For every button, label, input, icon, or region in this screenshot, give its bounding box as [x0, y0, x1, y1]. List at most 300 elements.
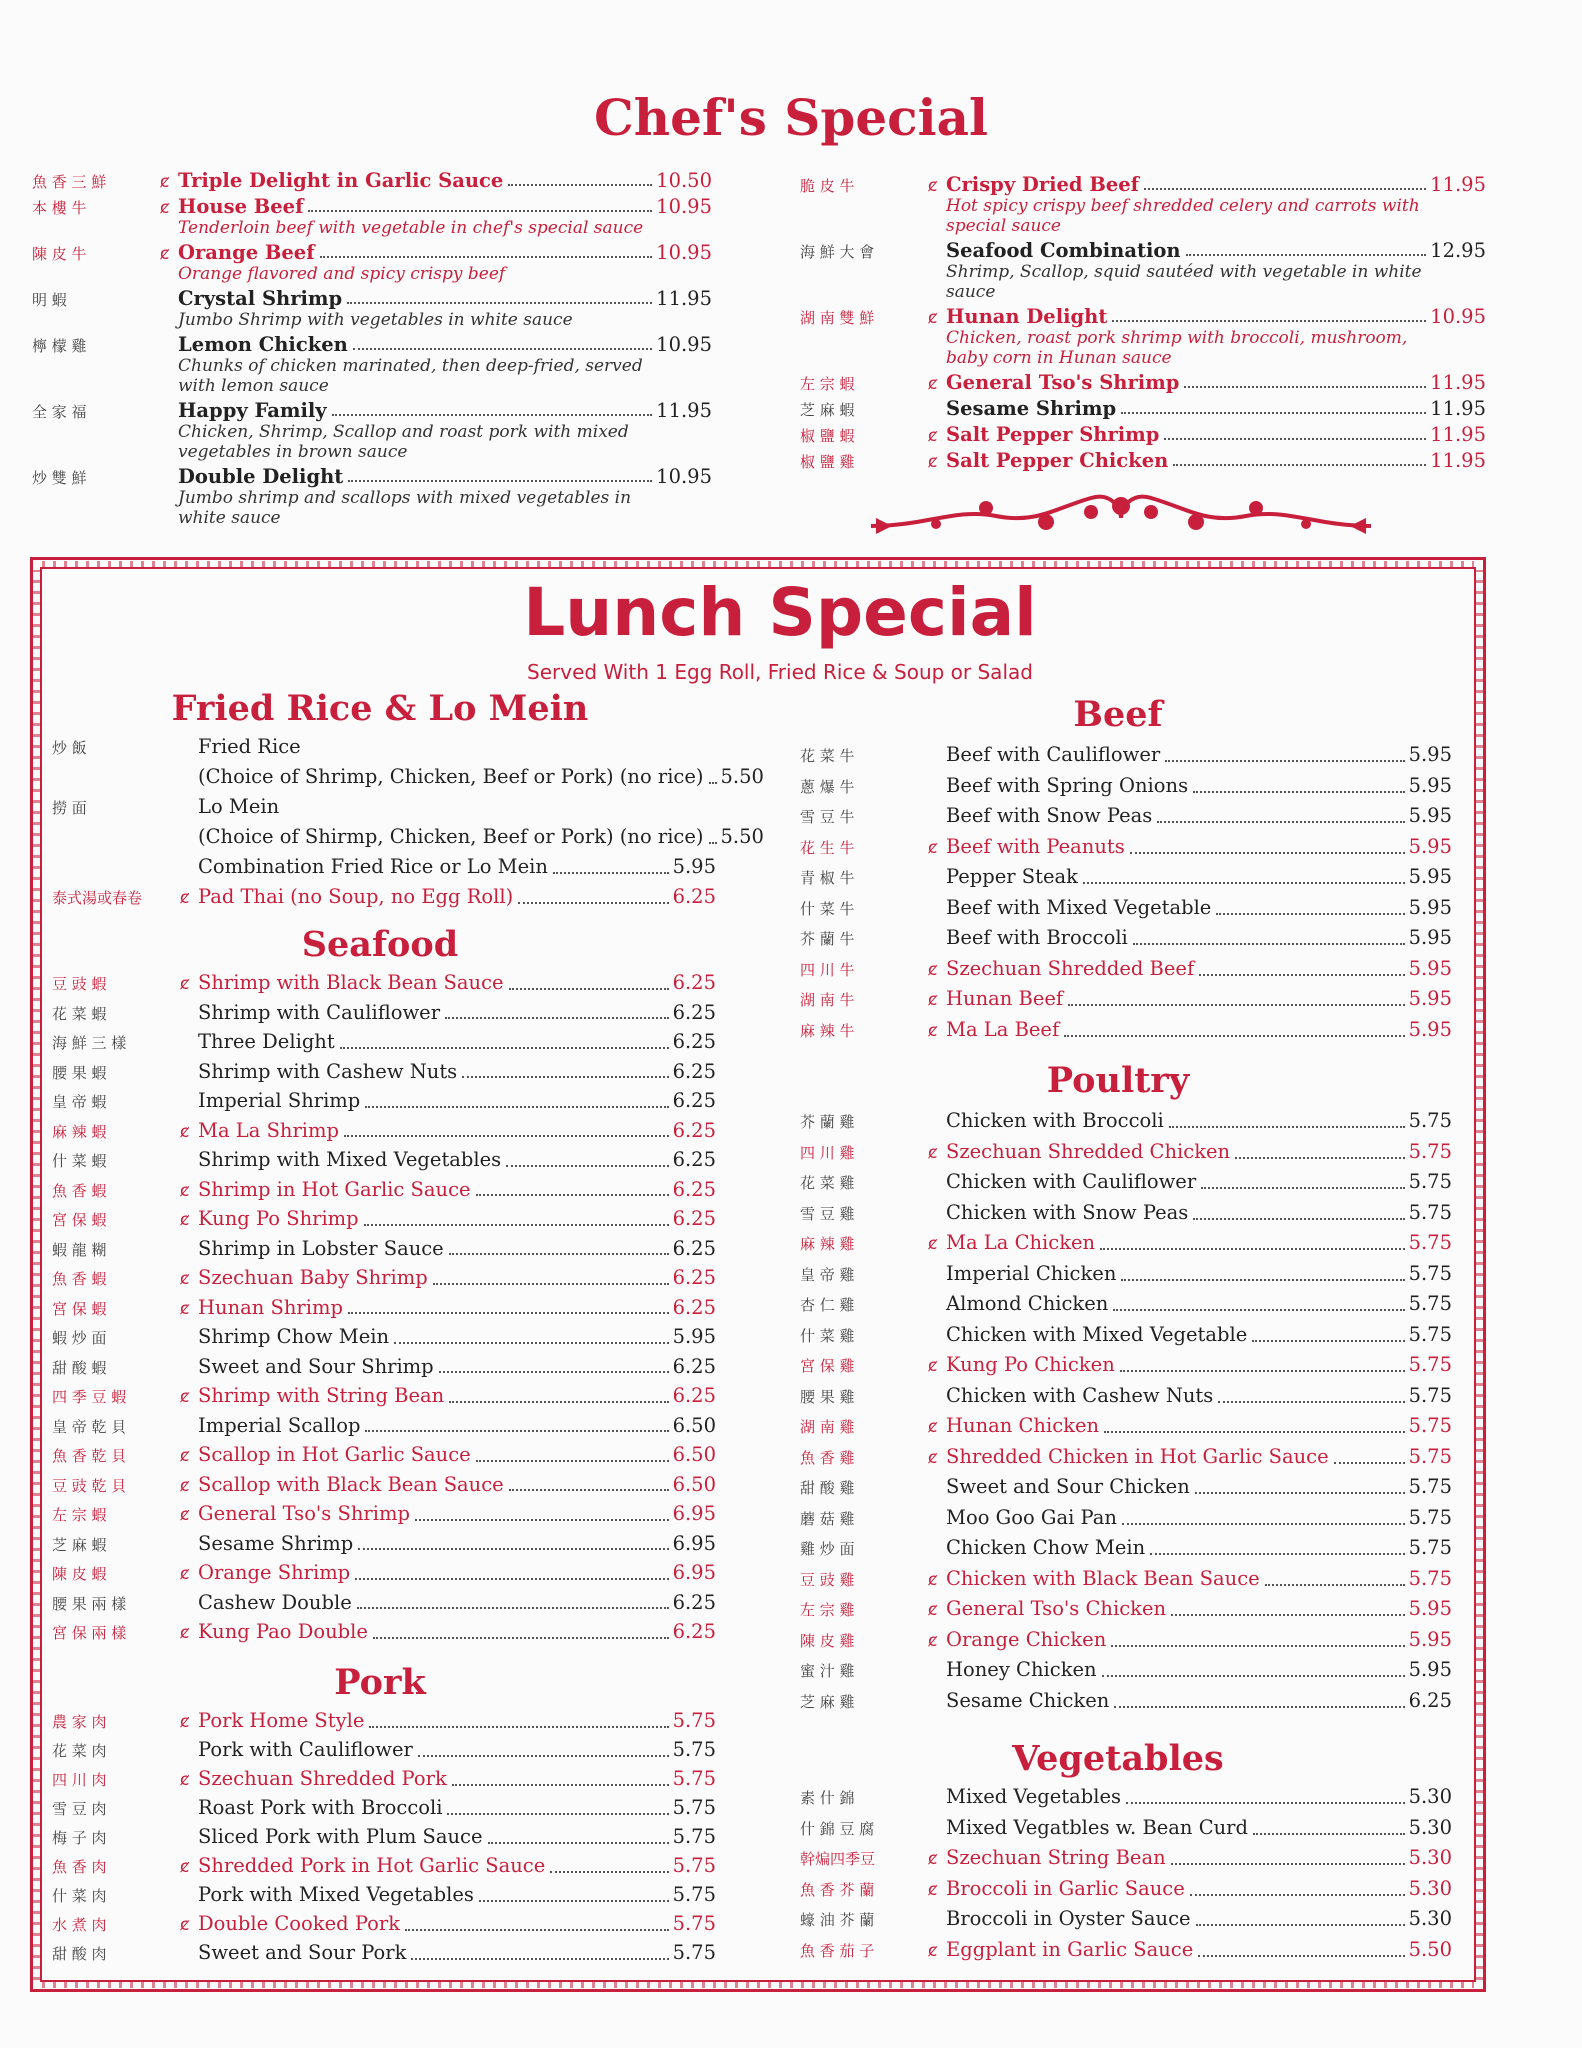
- menu-item[interactable]: [52, 1938, 716, 1967]
- menu-item[interactable]: [800, 1904, 1452, 1935]
- chinese-label: 蜜 汁 雞: [800, 1662, 855, 1680]
- menu-item[interactable]: [800, 740, 1452, 771]
- item-price: 5.75: [1408, 1505, 1452, 1529]
- item-price: 6.25: [672, 1384, 716, 1407]
- leader-dots: [347, 302, 652, 304]
- leader-dots: [1184, 386, 1426, 388]
- item-price: 6.25: [672, 1590, 716, 1614]
- menu-item[interactable]: [800, 1137, 1452, 1168]
- item-price: 5.95: [1408, 1627, 1452, 1651]
- menu-item[interactable]: [800, 1935, 1452, 1966]
- leader-dots: [320, 256, 653, 258]
- item-name: General Tso's Shrimp: [198, 1502, 410, 1525]
- leader-dots: [355, 1578, 668, 1580]
- item-description: Jumbo Shrimp with vegetables in white sauce: [178, 310, 573, 330]
- menu-item[interactable]: [800, 236, 1486, 262]
- chinese-label: 蘑 菇 雞: [800, 1509, 855, 1528]
- frame-fret-right: [1476, 570, 1484, 1980]
- beef-list: [800, 740, 1452, 1045]
- menu-item[interactable]: [800, 368, 1486, 394]
- chili-pepper-icon: ȼ: [928, 959, 938, 980]
- leader-dots: [445, 1017, 669, 1019]
- item-name: Mixed Vegetables: [946, 1785, 1122, 1808]
- chinese-label: 什 菜 肉: [52, 1887, 107, 1905]
- item-price: 5.75: [1408, 1139, 1452, 1163]
- lo-mein-choice: [52, 822, 764, 852]
- chinese-label: 本 樓 牛: [32, 199, 87, 217]
- chinese-label: 雪 豆 雞: [800, 1204, 855, 1223]
- menu-item[interactable]: [800, 1442, 1452, 1473]
- menu-item[interactable]: [800, 1320, 1452, 1351]
- item-name: Ma La Shrimp: [198, 1118, 340, 1142]
- chinese-label: 四 川 肉: [52, 1771, 107, 1789]
- chinese-label: 全 家 福: [32, 403, 87, 421]
- chinese-label: 陳 皮 雞: [800, 1631, 855, 1650]
- menu-item[interactable]: [800, 1625, 1452, 1656]
- menu-item[interactable]: [800, 170, 1486, 196]
- leader-dots: [1064, 1035, 1404, 1037]
- chili-pepper-icon: ȼ: [180, 1180, 190, 1201]
- vegetables-list: [800, 1782, 1452, 1965]
- item-price: 6.95: [672, 1561, 716, 1584]
- leader-dots: [1265, 1584, 1405, 1586]
- menu-item[interactable]: [800, 1289, 1452, 1320]
- leader-dots: [1121, 412, 1426, 414]
- leader-dots: [1216, 913, 1404, 915]
- item-price: 5.75: [672, 1912, 716, 1935]
- chinese-label: 魚 香 蝦: [52, 1270, 107, 1288]
- chinese-label: 炒 飯: [52, 739, 87, 757]
- item-price: 5.30: [1408, 1785, 1452, 1808]
- menu-item[interactable]: [32, 166, 712, 192]
- leader-dots: [488, 1842, 669, 1844]
- leader-dots: [411, 1958, 668, 1960]
- item-name: Salt Pepper Shrimp: [946, 423, 1160, 446]
- item-name: Crystal Shrimp: [178, 287, 343, 310]
- item-name: Sweet and Sour Shrimp: [198, 1354, 434, 1378]
- item-name: Roast Pork with Broccoli: [198, 1796, 443, 1819]
- beef-title: Beef: [1073, 694, 1163, 735]
- item-description: Orange flavored and spicy crispy beef: [178, 264, 506, 284]
- chinese-label: 炒 雙 鮮: [32, 469, 87, 487]
- leader-dots: [1193, 791, 1405, 793]
- menu-item[interactable]: [800, 446, 1486, 472]
- menu-item[interactable]: [52, 1558, 716, 1588]
- item-price: 5.75: [672, 1825, 716, 1848]
- item-name: Shrimp with Cauliflower: [198, 1000, 441, 1024]
- leader-dots: [394, 1342, 669, 1344]
- menu-item[interactable]: [800, 1015, 1452, 1046]
- menu-item[interactable]: [52, 1352, 716, 1382]
- menu-item[interactable]: [800, 801, 1452, 832]
- chinese-label: 檸 檬 雞: [32, 337, 87, 355]
- item-name: Sesame Chicken: [946, 1688, 1110, 1712]
- leader-dots: [1171, 1863, 1405, 1865]
- menu-item[interactable]: [52, 1735, 716, 1764]
- chinese-label: 魚 香 芥 蘭: [800, 1880, 875, 1899]
- chinese-label: 皇 帝 雞: [800, 1265, 855, 1284]
- menu-item[interactable]: [800, 954, 1452, 985]
- chili-pepper-icon: ȼ: [180, 1564, 190, 1584]
- item-price: 5.75: [1408, 1109, 1452, 1132]
- menu-item[interactable]: [52, 1851, 716, 1880]
- leader-dots: [1120, 1370, 1405, 1372]
- leader-dots: [1235, 1157, 1404, 1159]
- chili-pepper-icon: ȼ: [180, 1121, 190, 1142]
- menu-item[interactable]: [800, 1472, 1452, 1503]
- item-name: Sesame Shrimp: [198, 1531, 354, 1555]
- item-note: (Choice of Shirmp, Chicken, Beef or Pork) (no rice): [198, 825, 704, 848]
- menu-item[interactable]: [52, 998, 716, 1028]
- item-name: Kung Pao Double: [198, 1620, 368, 1643]
- item-price: 6.25: [1408, 1688, 1452, 1712]
- menu-item[interactable]: [52, 1293, 716, 1323]
- leader-dots: [357, 1607, 669, 1609]
- chili-pepper-icon: ȼ: [928, 1849, 938, 1869]
- menu-item[interactable]: [52, 1880, 716, 1909]
- item-name: Shrimp in Lobster Sauce: [198, 1236, 444, 1260]
- combination-item[interactable]: [52, 852, 716, 882]
- item-name: Szechuan Shredded Pork: [198, 1767, 447, 1790]
- item-name: Combination Fried Rice or Lo Mein: [198, 855, 548, 878]
- item-name: House Beef: [178, 195, 304, 218]
- item-price: 5.75: [1408, 1475, 1452, 1498]
- lunch-special-subtitle: Served With 1 Egg Roll, Fried Rice & Soup or Salad: [527, 660, 1033, 684]
- item-note: (Choice of Shrimp, Chicken, Beef or Pork) (no rice): [198, 765, 704, 788]
- fried-rice-lo-mein-title: Fried Rice & Lo Mein: [171, 688, 589, 729]
- menu-item[interactable]: [52, 1381, 716, 1411]
- leader-dots: [1199, 974, 1404, 976]
- menu-item[interactable]: [52, 1263, 716, 1293]
- menu-item[interactable]: [800, 1167, 1452, 1198]
- item-price: 5.75: [1408, 1322, 1452, 1346]
- menu-item[interactable]: [52, 1470, 716, 1500]
- chili-pepper-icon: ȼ: [180, 1505, 190, 1525]
- item-price: 6.25: [672, 1000, 716, 1024]
- item-name: Shrimp with Cashew Nuts: [198, 1059, 458, 1083]
- menu-item[interactable]: [800, 1503, 1452, 1534]
- leader-dots: [1122, 1523, 1405, 1525]
- item-name: Three Delight: [198, 1030, 335, 1053]
- item-description: Chicken, roast pork shrimp with broccoli, mushroom, baby corn in Hunan sauce: [946, 328, 1408, 368]
- menu-item[interactable]: [52, 1027, 716, 1057]
- item-name: Beef with Peanuts: [946, 834, 1125, 858]
- chinese-label: 花 菜 肉: [52, 1742, 107, 1760]
- leader-dots: [449, 1401, 668, 1403]
- chili-pepper-icon: ȼ: [160, 244, 170, 264]
- pad-thai-item[interactable]: [52, 882, 716, 912]
- menu-item[interactable]: [52, 1204, 716, 1234]
- chinese-label: 豆 豉 乾 貝: [52, 1476, 127, 1495]
- chili-pepper-icon: ȼ: [180, 1857, 190, 1877]
- vine-ornament-icon: [866, 478, 1376, 548]
- item-price: 5.75: [672, 1854, 716, 1877]
- chinese-label: 腰 果 蝦: [52, 1063, 107, 1082]
- chili-pepper-icon: ȼ: [928, 1417, 938, 1437]
- chinese-label: 皇 帝 乾 貝: [52, 1417, 127, 1436]
- chili-pepper-icon: ȼ: [180, 1298, 190, 1319]
- item-name: Shrimp in Hot Garlic Sauce: [198, 1177, 471, 1201]
- menu-item[interactable]: [800, 1782, 1452, 1813]
- menu-item[interactable]: [52, 1411, 716, 1441]
- leader-dots: [1190, 1894, 1405, 1896]
- item-name: Salt Pepper Chicken: [946, 449, 1169, 472]
- menu-item[interactable]: [52, 1909, 716, 1938]
- leader-dots: [449, 1253, 669, 1255]
- item-price: 11.95: [1430, 449, 1486, 472]
- item-price: 6.25: [672, 1295, 716, 1319]
- menu-item[interactable]: [800, 1411, 1452, 1442]
- menu-item[interactable]: [800, 1381, 1452, 1412]
- fried-rice-item[interactable]: [52, 732, 716, 762]
- item-price: 5.75: [1408, 1353, 1452, 1376]
- menu-item[interactable]: [800, 420, 1486, 446]
- menu-item[interactable]: [52, 1322, 716, 1352]
- menu-item[interactable]: [52, 1793, 716, 1822]
- menu-item[interactable]: [800, 862, 1452, 893]
- chinese-label: 湖 南 雞: [800, 1418, 855, 1436]
- item-name: Hunan Shrimp: [198, 1295, 343, 1319]
- item-name: Scallop in Hot Garlic Sauce: [198, 1443, 471, 1466]
- item-name: Orange Beef: [178, 241, 315, 264]
- item-name: Shrimp with Mixed Vegetables: [198, 1148, 502, 1171]
- menu-item[interactable]: [800, 832, 1452, 863]
- item-description: Jumbo shrimp and scallops with mixed vegetables in white sauce: [178, 488, 632, 528]
- chili-pepper-icon: ȼ: [928, 1234, 938, 1254]
- chefs-special-right-column: [800, 170, 1486, 472]
- item-name: Hunan Delight: [946, 305, 1108, 328]
- chili-pepper-icon: ȼ: [180, 1623, 190, 1643]
- chinese-label: 四 川 牛: [800, 960, 855, 979]
- chinese-label: 撈 面: [52, 799, 87, 817]
- menu-item[interactable]: [52, 1617, 716, 1647]
- item-name: General Tso's Shrimp: [946, 371, 1180, 394]
- item-name: Chicken with Cauliflower: [946, 1170, 1197, 1193]
- leader-dots: [462, 1076, 668, 1078]
- chinese-label: 麻 辣 牛: [800, 1021, 855, 1040]
- chinese-label: 甜 酸 肉: [52, 1945, 107, 1963]
- item-description: Chunks of chicken marinated, then deep-fried, served with lemon sauce: [178, 356, 643, 396]
- leader-dots: [506, 1165, 668, 1167]
- chili-pepper-icon: ȼ: [928, 176, 938, 196]
- item-price: 6.25: [672, 1059, 716, 1083]
- leader-dots: [405, 1929, 669, 1931]
- menu-item[interactable]: [800, 923, 1452, 954]
- menu-item[interactable]: [800, 1655, 1452, 1686]
- chinese-label: 花 菜 牛: [800, 747, 855, 765]
- item-price: 6.25: [672, 885, 716, 908]
- menu-item[interactable]: [52, 1234, 716, 1264]
- chinese-label: 豆 豉 雞: [800, 1570, 855, 1589]
- menu-item[interactable]: [52, 1529, 716, 1559]
- item-price: 5.95: [1408, 956, 1452, 980]
- menu-item[interactable]: [52, 1706, 716, 1735]
- leader-dots: [348, 480, 652, 482]
- menu-item[interactable]: [52, 1057, 716, 1087]
- menu-item[interactable]: [800, 1813, 1452, 1844]
- leader-dots: [476, 1460, 669, 1462]
- menu-item[interactable]: [800, 984, 1452, 1015]
- menu-item[interactable]: [32, 284, 712, 310]
- item-name: Pad Thai (no Soup, no Egg Roll): [198, 885, 514, 908]
- leader-dots: [509, 1489, 669, 1491]
- item-price: 12.95: [1430, 239, 1486, 262]
- item-price: 10.95: [656, 333, 712, 356]
- frame-fret-left: [33, 570, 41, 1980]
- chili-pepper-icon: ȼ: [928, 452, 938, 472]
- chinese-label: 農 家 肉: [52, 1713, 107, 1731]
- menu-item[interactable]: [800, 1843, 1452, 1874]
- leader-dots: [369, 1726, 668, 1728]
- chefs-special-title: Chef's Special: [593, 88, 989, 147]
- chinese-label: 蠔 油 芥 蘭: [800, 1911, 875, 1929]
- chili-pepper-icon: ȼ: [180, 1446, 190, 1466]
- leader-dots: [439, 1371, 669, 1373]
- menu-item[interactable]: [800, 771, 1452, 802]
- item-price: 6.25: [672, 1030, 716, 1053]
- chili-pepper-icon: ȼ: [928, 1447, 938, 1468]
- menu-item[interactable]: [800, 1594, 1452, 1625]
- item-name: General Tso's Chicken: [946, 1597, 1167, 1620]
- item-price: 6.25: [672, 1236, 716, 1260]
- menu-item[interactable]: [800, 1228, 1452, 1259]
- leader-dots: [1193, 1218, 1404, 1220]
- menu-item[interactable]: [52, 1145, 716, 1175]
- item-price: 5.95: [1408, 895, 1452, 919]
- chili-pepper-icon: ȼ: [180, 1915, 190, 1935]
- menu-item[interactable]: [32, 238, 712, 264]
- menu-item[interactable]: [52, 1440, 716, 1470]
- chinese-label: 甜 酸 蝦: [52, 1358, 107, 1377]
- item-name: Sweet and Sour Chicken: [946, 1475, 1190, 1498]
- item-name: Ma La Beef: [946, 1017, 1060, 1041]
- menu-item[interactable]: [52, 1116, 716, 1146]
- chinese-label: 魚 香 乾 貝: [52, 1447, 127, 1465]
- menu-item[interactable]: [52, 1499, 716, 1529]
- menu-item[interactable]: [800, 302, 1486, 328]
- lo-mein-item[interactable]: [52, 792, 716, 822]
- menu-item[interactable]: [52, 1822, 716, 1851]
- item-price: 5.75: [1408, 1292, 1452, 1315]
- item-name: Hunan Chicken: [946, 1414, 1100, 1437]
- chinese-label: 麻 辣 雞: [800, 1235, 855, 1253]
- item-name: Chicken with Cashew Nuts: [946, 1383, 1214, 1407]
- item-name: Happy Family: [178, 399, 327, 422]
- menu-item[interactable]: [800, 893, 1452, 924]
- leader-dots: [1104, 1431, 1405, 1433]
- item-price: 5.75: [672, 1738, 716, 1761]
- menu-item[interactable]: [800, 1198, 1452, 1229]
- item-price: 5.50: [1408, 1937, 1452, 1961]
- menu-item[interactable]: [32, 330, 712, 356]
- chinese-label: 什 菜 牛: [800, 899, 855, 918]
- leader-dots: [1169, 1126, 1405, 1128]
- leader-dots: [479, 1900, 669, 1902]
- item-name: Pork with Cauliflower: [198, 1738, 413, 1761]
- item-price: 5.95: [672, 855, 716, 878]
- menu-item[interactable]: [800, 1686, 1452, 1717]
- leader-dots: [1218, 1401, 1404, 1403]
- chinese-label: 什 菜 雞: [800, 1326, 855, 1345]
- chinese-label: 蝦 炒 面: [52, 1329, 107, 1347]
- chili-pepper-icon: ȼ: [180, 1770, 190, 1790]
- menu-item[interactable]: [800, 1259, 1452, 1290]
- item-name: Fried Rice: [198, 735, 301, 758]
- item-price: 11.95: [1430, 423, 1486, 446]
- fried-rice-choice: [52, 762, 764, 792]
- leader-dots: [1196, 1924, 1405, 1926]
- leader-dots: [1144, 188, 1426, 190]
- chili-pepper-icon: ȼ: [928, 308, 938, 328]
- menu-item[interactable]: [52, 1086, 716, 1116]
- item-name: Szechuan Baby Shrimp: [198, 1266, 428, 1289]
- item-description: Chicken, Shrimp, Scallop and roast pork with mixed vegetables in brown sauce: [178, 422, 629, 462]
- menu-item[interactable]: [800, 1874, 1452, 1905]
- item-price: 5.95: [1408, 834, 1452, 858]
- chinese-label: 芥 蘭 雞: [800, 1113, 855, 1131]
- lunch-special-title: Lunch Special: [523, 574, 1037, 651]
- chinese-label: 水 煮 肉: [52, 1916, 107, 1934]
- chinese-label: 雪 豆 肉: [52, 1800, 107, 1818]
- vegetables-title: Vegetables: [1012, 1738, 1224, 1779]
- chinese-label: 豆 豉 蝦: [52, 975, 107, 993]
- item-name: Seafood Combination: [946, 239, 1181, 262]
- item-price: 5.75: [672, 1941, 716, 1964]
- menu-item[interactable]: [32, 462, 712, 488]
- chinese-label: 甜 酸 雞: [800, 1479, 855, 1497]
- menu-item[interactable]: [800, 1106, 1452, 1137]
- item-price: 6.50: [672, 1443, 716, 1466]
- item-name: Chicken with Broccoli: [946, 1109, 1164, 1132]
- menu-item[interactable]: [52, 968, 716, 998]
- item-name: Kung Po Shrimp: [198, 1207, 359, 1230]
- item-description: Hot spicy crispy beef shredded celery and carrots with special sauce: [946, 196, 1420, 236]
- item-name: Pepper Steak: [946, 865, 1078, 888]
- chili-pepper-icon: ȼ: [180, 1210, 190, 1230]
- menu-item[interactable]: [52, 1588, 716, 1618]
- menu-item[interactable]: [800, 1533, 1452, 1564]
- fried-rice-section: [52, 732, 764, 912]
- menu-item[interactable]: [52, 1764, 716, 1793]
- menu-item[interactable]: [800, 1350, 1452, 1381]
- item-price: 5.75: [1408, 1383, 1452, 1407]
- item-name: Lo Mein: [198, 795, 280, 818]
- item-price: 6.25: [672, 1148, 716, 1171]
- chinese-label: 什 菜 蝦: [52, 1152, 107, 1170]
- menu-item[interactable]: [52, 1175, 716, 1205]
- chili-pepper-icon: ȼ: [928, 1569, 938, 1590]
- chinese-label: 皇 帝 蝦: [52, 1093, 107, 1111]
- frame-fret-top: [42, 561, 1474, 569]
- chinese-label: 芥 蘭 牛: [800, 930, 855, 948]
- chili-pepper-icon: ȼ: [160, 198, 170, 218]
- item-price: 5.30: [1408, 1846, 1452, 1869]
- item-price: 5.95: [1408, 743, 1452, 766]
- item-price: 6.25: [672, 1266, 716, 1289]
- chinese-label: 魚 香 三 鮮: [32, 173, 107, 191]
- item-price: 6.25: [672, 1177, 716, 1201]
- chili-pepper-icon: ȼ: [928, 1142, 938, 1163]
- poultry-list: [800, 1106, 1452, 1716]
- leader-dots: [344, 1135, 669, 1137]
- item-price: 5.95: [1408, 865, 1452, 888]
- leader-dots: [1334, 1462, 1405, 1464]
- menu-item[interactable]: [32, 396, 712, 422]
- leader-dots: [1083, 882, 1405, 884]
- menu-item[interactable]: [800, 1564, 1452, 1595]
- chili-pepper-icon: ȼ: [928, 1600, 938, 1620]
- leader-dots: [1164, 438, 1426, 440]
